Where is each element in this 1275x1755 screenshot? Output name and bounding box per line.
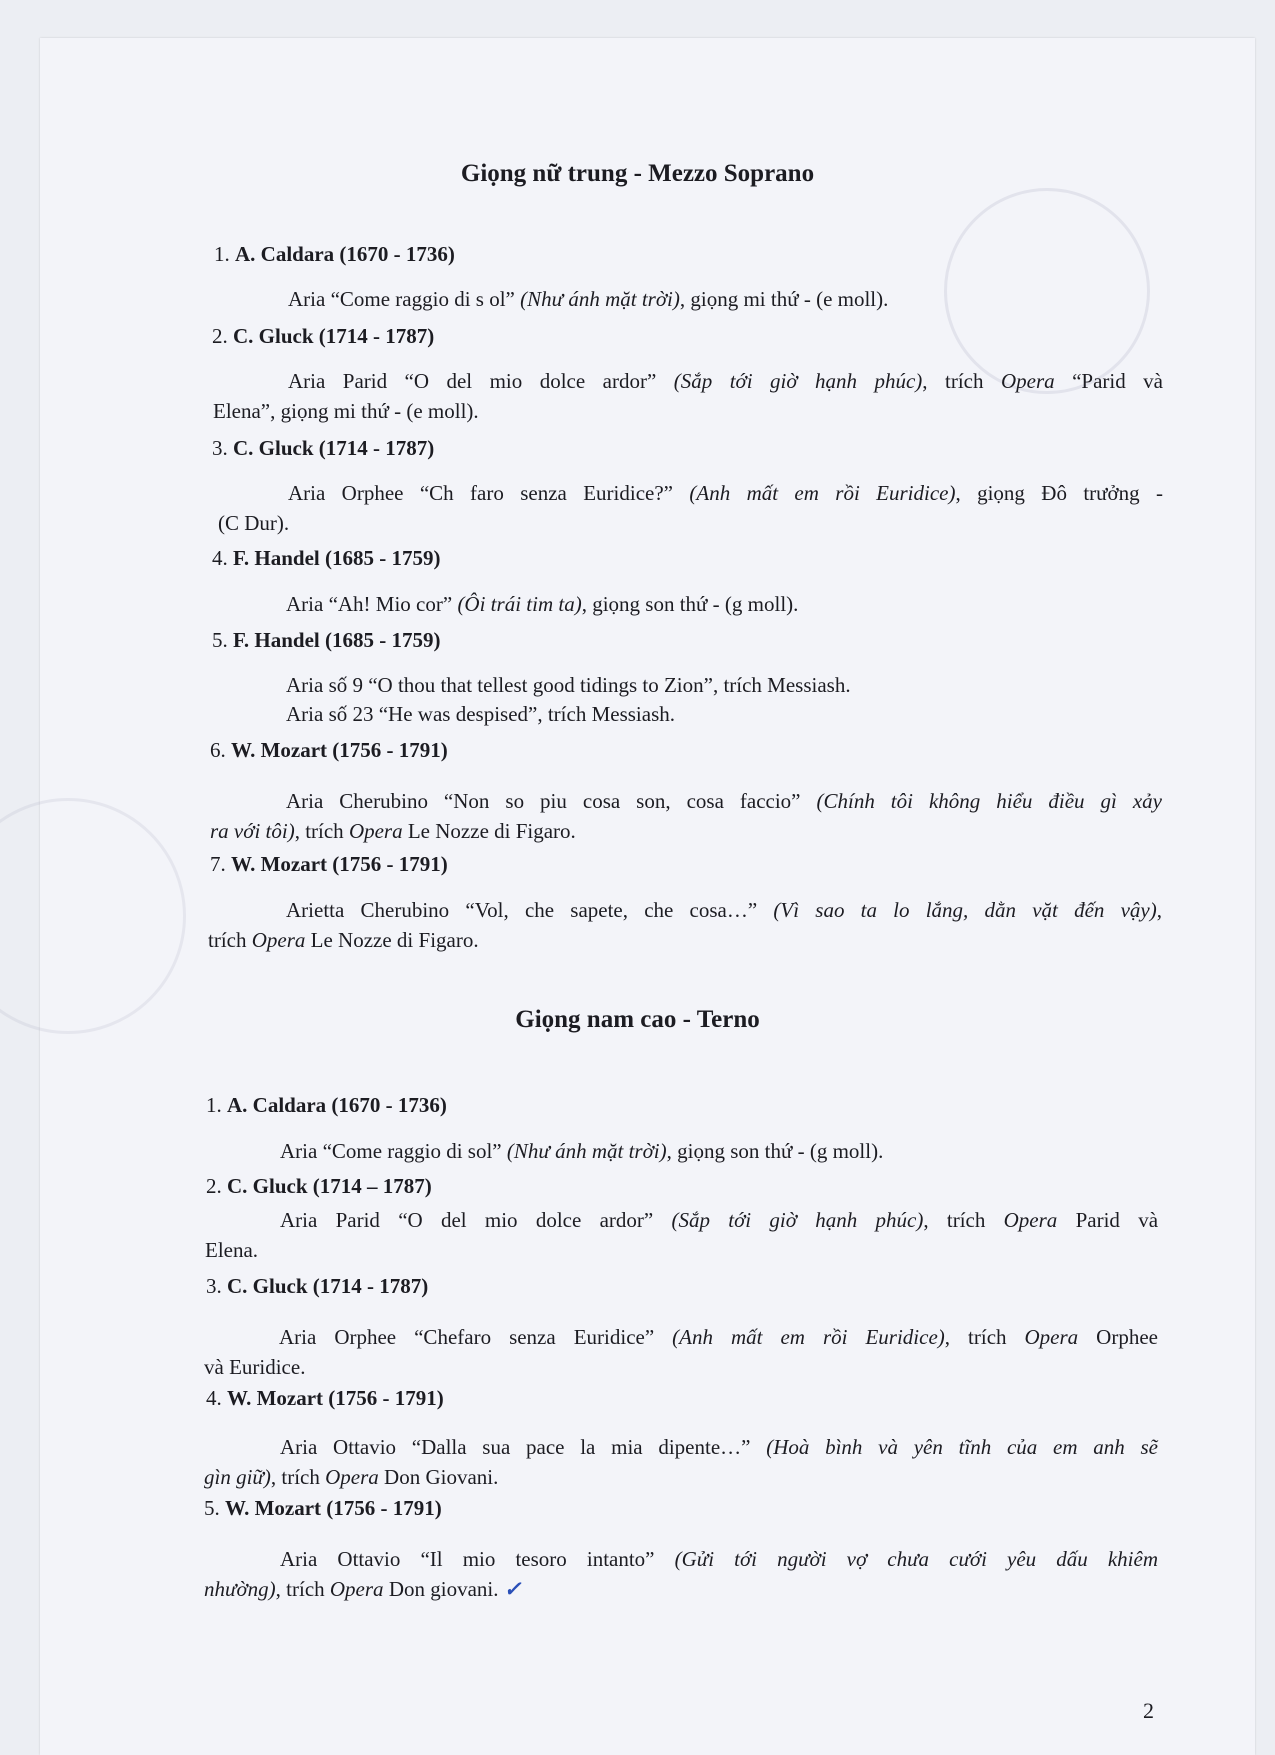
item-description: Aria Parid “O del mio dolce ardor” (Sắp tới giờ hạnh phúc), trích Opera “Parid và Elena”, giọng mi thứ - (e moll).	[213, 369, 1164, 423]
item-heading: 7. W. Mozart (1756 - 1791)	[210, 852, 448, 876]
item-description: Aria Cherubino “Non so piu cosa son, cosa faccio” (Chính tôi không hiểu điều gì xảy ra với tôi), trích Opera Le Nozze di Figaro.	[210, 789, 1162, 843]
item-heading: 5. W. Mozart (1756 - 1791)	[204, 1496, 442, 1520]
section-title: Giọng nữ trung - Mezzo Soprano	[460, 160, 815, 187]
item-heading: 2. C. Gluck (1714 - 1787)	[212, 324, 435, 348]
item-heading: 3. C. Gluck (1714 - 1787)	[212, 436, 435, 460]
item-description: Aria Orphee “Ch faro senza Euridice?” (Anh mất em rồi Euridice), giọng Đô trưởng - (C Dur).	[218, 481, 1163, 535]
item-description: Arietta Cherubino “Vol, che sapete, che cosa…” (Vì sao ta lo lắng, dằn vặt đến vậy), trích Opera Le Nozze di Figaro.	[208, 898, 1162, 952]
item-description: Aria Parid “O del mio dolce ardor” (Sắp tới giờ hạnh phúc), trích Opera Parid và Elena.	[205, 1208, 1159, 1262]
item-heading: 5. F. Handel (1685 - 1759)	[212, 628, 441, 652]
item-description: Aria “Come raggio di s ol” (Như ánh mặt trời), giọng mi thứ - (e moll).	[288, 287, 889, 311]
handwritten-check-mark: ✓	[503, 1577, 522, 1601]
item-description: Aria Ottavio “Dalla sua pace la mia dipente…” (Hoà bình và yên tĩnh của em anh sẽ gìn giữ), trích Opera Don Giovani.	[204, 1435, 1158, 1489]
item-description: Aria số 9 “O thou that tellest good tidings to Zion”, trích Messiash. Aria số 23 “He was despised”, trích Messiash.	[286, 673, 851, 726]
item-heading: 1. A. Caldara (1670 - 1736)	[214, 242, 455, 266]
page-number: 2	[1143, 1698, 1154, 1723]
item-heading: 2. C. Gluck (1714 – 1787)	[206, 1174, 432, 1198]
section-title: Giọng nam cao - Terno	[515, 1006, 760, 1033]
item-heading: 6. W. Mozart (1756 - 1791)	[210, 738, 448, 762]
item-description: Aria Orphee “Chefaro senza Euridice” (Anh mất em rồi Euridice), trích Opera Orphee và Euridice.	[204, 1325, 1158, 1379]
item-description: Aria Ottavio “Il mio tesoro intanto” (Gửi tới người vợ chưa cưới yêu dấu khiêm nhường), trích Opera Don giovani. ✓	[204, 1547, 1158, 1601]
item-heading: 4. F. Handel (1685 - 1759)	[212, 546, 441, 570]
item-heading: 4. W. Mozart (1756 - 1791)	[206, 1386, 444, 1410]
item-heading: 1. A. Caldara (1670 - 1736)	[206, 1093, 447, 1117]
item-description: Aria “Ah! Mio cor” (Ôi trái tim ta), giọng son thứ - (g moll).	[286, 592, 799, 616]
item-heading: 3. C. Gluck (1714 - 1787)	[206, 1274, 429, 1298]
item-description: Aria “Come raggio di sol” (Như ánh mặt trời), giọng son thứ - (g moll).	[280, 1139, 884, 1163]
